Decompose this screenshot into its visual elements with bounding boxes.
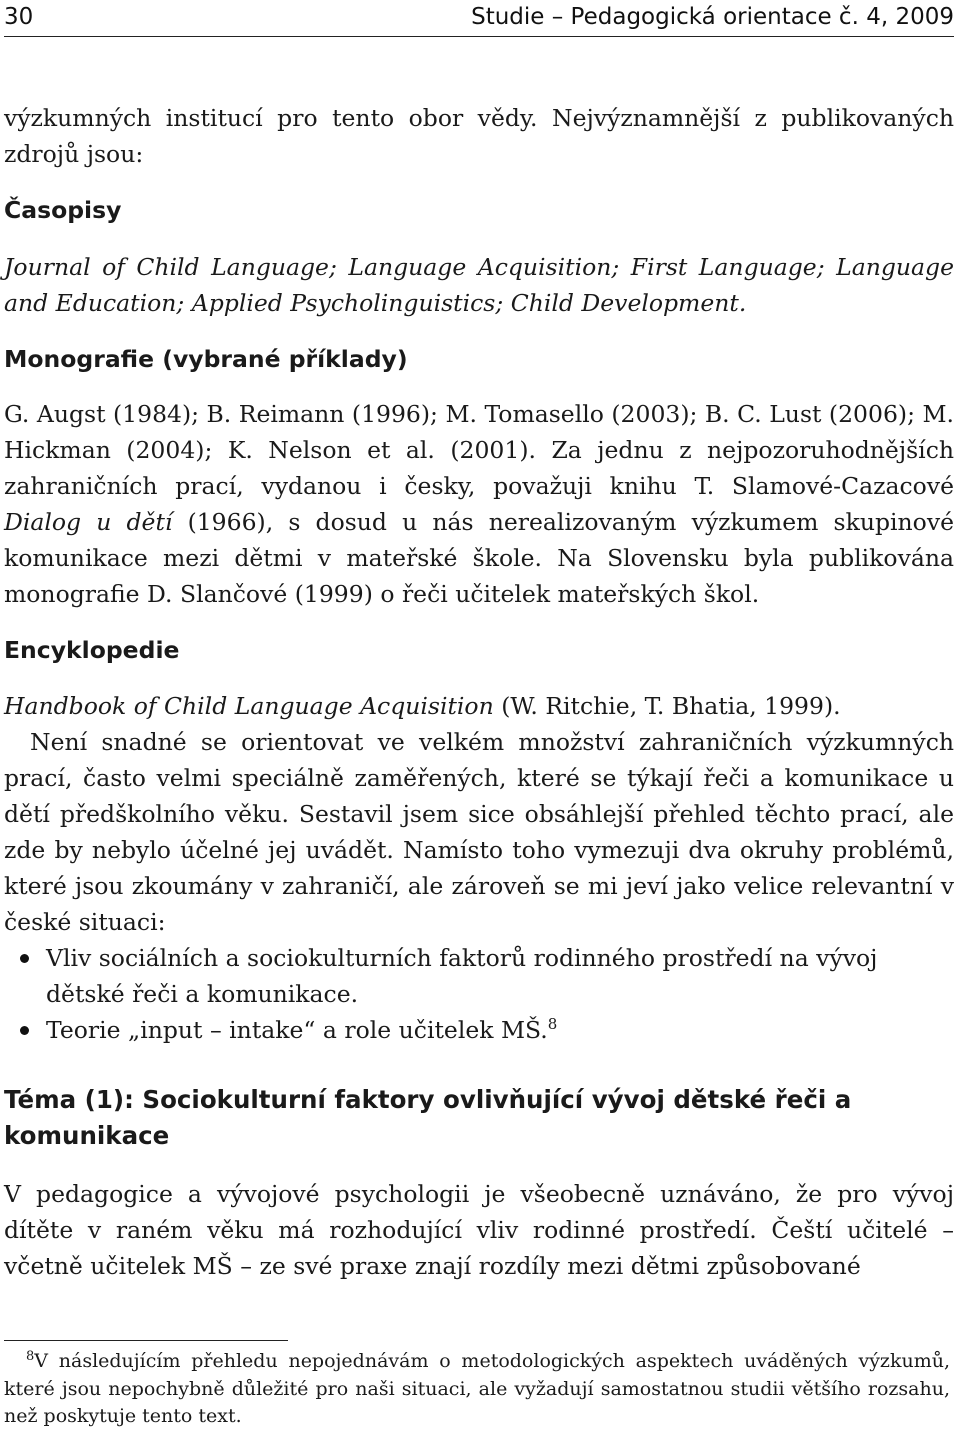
section-heading-casopisy: Časopisy — [4, 196, 122, 224]
problem-list — [4, 940, 954, 1048]
running-title: Studie – Pedagogická orientace č. 4, 2009 — [471, 4, 954, 30]
main-text — [4, 100, 954, 1284]
tema-paragraph: V pedagogice a vývojové psychologii je všeobecně uznáváno, že pro vývoj dítěte v raném věku má rozhodující vliv rodinné prostředí. Čeští učitelé – včetně učitelek MŠ – ze své praxe znají rozdíly mezi dětmi způsobované — [4, 1180, 954, 1280]
list-item: Vliv sociálních a sociokulturních faktorů rodinného prostředí na vývoj dětské řeči a komunikace. — [4, 940, 954, 1012]
section-heading-monografie: Monografie (vybrané příklady) — [4, 345, 408, 373]
footnote-mark: 8 — [26, 1349, 35, 1364]
monographs-paragraph — [4, 396, 954, 612]
footnote-text: V následujícím přehledu nepojednávám o metodologických aspektech uváděných výzkumů, které jsou nepochybně důležité pro naši situaci, ale vyžadují samostatnou studii většího rozsahu, než poskytuje tento text. — [4, 1350, 950, 1427]
monograph-title-dialog: Dialog u dětí — [4, 508, 173, 536]
encyclopedia-authors: (W. Ritchie, T. Bhatia, 1999). — [493, 692, 841, 720]
section-heading-encyklopedie: Encyklopedie — [4, 636, 180, 664]
bullet-icon — [20, 954, 29, 963]
footnote-reference[interactable]: 8 — [547, 1015, 558, 1033]
header-rule — [4, 36, 954, 37]
list-item: Teorie „input – intake“ a role učitelek MŠ.$^8$ — [4, 1012, 954, 1048]
section-heading-tema: Téma (1): Sociokulturní faktory ovlivňující vývoj dětské řeči a komunikace — [4, 1085, 852, 1150]
journals-list — [4, 249, 954, 321]
overview-paragraph: Není snadné se orientovat ve velkém množství zahraničních výzkumných prací, často velmi speciálně zaměřených, které se týkají řeči a komunikace u dětí předškolního věku. Sestavil jsem sice obsáhlejší přehled těchto prací, ale zde by nebylo účelné jej uvádět. Namísto toho vymezuji dva okruhy problémů, které jsou zkoumány v zahraničí, ale zároveň se mi jeví jako velice relevantní v české situaci: — [4, 728, 954, 936]
monographs-text-start: G. Augst (1984); B. Reimann (1996); M. Tomasello (2003); B. C. Lust (2006); M. Hickman (2004); K. Nelson et al. (2001). Za jednu z nejpozoruhodnějších zahraničních prací, vydanou i česky, považuji knihu T. Slamové-Cazacové — [4, 400, 954, 500]
monographs-text-end: (1966), s dosud u nás nerealizovaným výzkumem skupinové komunikace mezi dětmi v mateřské škole. Na Slovensku byla publikována monografie D. Slančové (1999) o řeči učitelek mateřských škol. — [4, 508, 955, 608]
encyclopedia-title: Handbook of Child Language Acquisition — [4, 692, 494, 720]
bullet-icon — [20, 1026, 29, 1035]
encyclopedia-citation — [4, 688, 954, 724]
page-number: 30 — [4, 4, 34, 30]
footnote — [4, 1348, 950, 1431]
footnote-rule — [4, 1340, 288, 1341]
journals-text: Journal of Child Language; Language Acquisition; First Language; Language and Education; Applied Psycholinguistics; Child Development. — [4, 253, 954, 317]
running-header — [4, 0, 954, 38]
intro-paragraph: výzkumných institucí pro tento obor vědy. Nejvýznamnější z publikovaných zdrojů jsou: — [4, 104, 954, 168]
